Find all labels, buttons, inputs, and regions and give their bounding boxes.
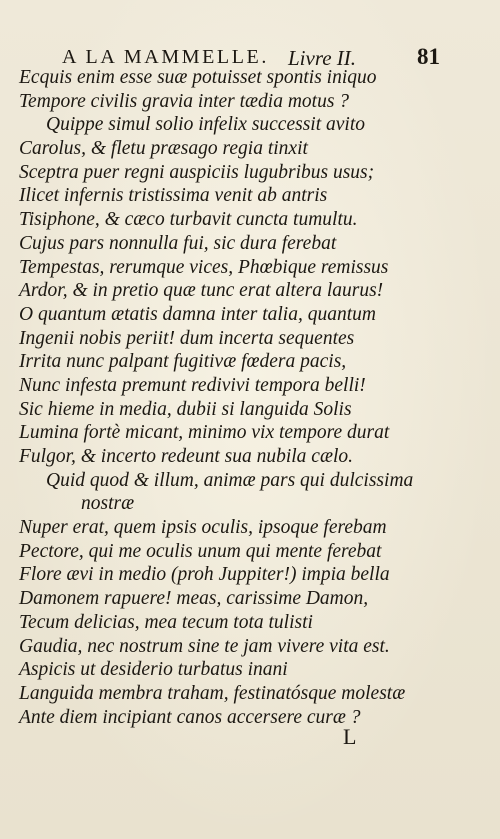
verse-line: Aspicis ut desiderio turbatus inani	[19, 659, 288, 681]
verse-line: Quippe simul solio infelix successit avito	[46, 114, 365, 136]
book-label: Livre II.	[288, 46, 357, 70]
verse-line: Gaudia, nec nostrum sine te jam vivere vita est.	[19, 635, 390, 657]
verse-line: O quantum ætatis damna inter talia, quantum	[19, 303, 376, 325]
verse-text	[19, 66, 439, 729]
verse-line: Damonem rapuere! meas, carissime Damon,	[19, 588, 369, 610]
verse-line: Ecquis enim esse suæ potuisset spontis iniquo	[19, 67, 377, 88]
verse-line-continuation: nostræ	[81, 493, 135, 515]
running-title: A LA MAMMELLE.	[62, 46, 269, 68]
verse-line: Tecum delicias, mea tecum tota tulisti	[19, 611, 313, 633]
verse-line: Lumina fortè micant, minimo vix tempore durat	[19, 422, 390, 444]
verse-line: Fulgor, & incerto redeunt sua nubila cælo.	[19, 446, 354, 467]
page-number: 81	[417, 44, 440, 69]
verse-line: Carolus, & fletu præsago regia tinxit	[19, 138, 308, 160]
verse-line: Tempestas, rerumque vices, Phœbique remissus	[19, 256, 389, 278]
verse-line: Nuper erat, quem ipsis oculis, ipsoque ferebam	[19, 517, 387, 539]
verse-line: Sceptra puer regni auspiciis lugubribus usus;	[19, 161, 375, 183]
verse-line: Languida membra traham, festinatósque molestæ	[19, 682, 406, 704]
verse-line: Ingenii nobis periit! dum incerta sequentes	[19, 327, 355, 349]
verse-line: Nunc infesta premunt redivivi tempora belli!	[19, 374, 366, 396]
verse-line: Pectore, qui me oculis unum qui mente ferebat	[19, 540, 382, 562]
verse-line: Quid quod & illum, animæ pars qui dulcissima	[46, 469, 414, 491]
verse-line: Flore ævi in medio (proh Juppiter!) impia bella	[19, 564, 390, 586]
verse-line: Tisiphone, & cæco turbavit cuncta tumultu.	[19, 209, 358, 231]
verse-line: Ante diem incipiant canos accersere curæ ?	[19, 706, 361, 728]
signature-mark: L	[343, 724, 357, 749]
verse-line: Sic hieme in media, dubii si languida Solis	[19, 398, 352, 420]
verse-line: Ardor, & in pretio quæ tunc erat altera laurus!	[19, 280, 384, 302]
verse-line: Tempore civilis gravia inter tædia motus ?	[19, 90, 350, 112]
verse-line: Cujus pars nonnulla fui, sic dura ferebat	[19, 232, 337, 254]
verse-line: Ilicet infernis tristissima venit ab antris	[19, 185, 328, 207]
verse-line: Irrita nunc palpant fugitivæ fœdera pacis,	[19, 351, 347, 373]
